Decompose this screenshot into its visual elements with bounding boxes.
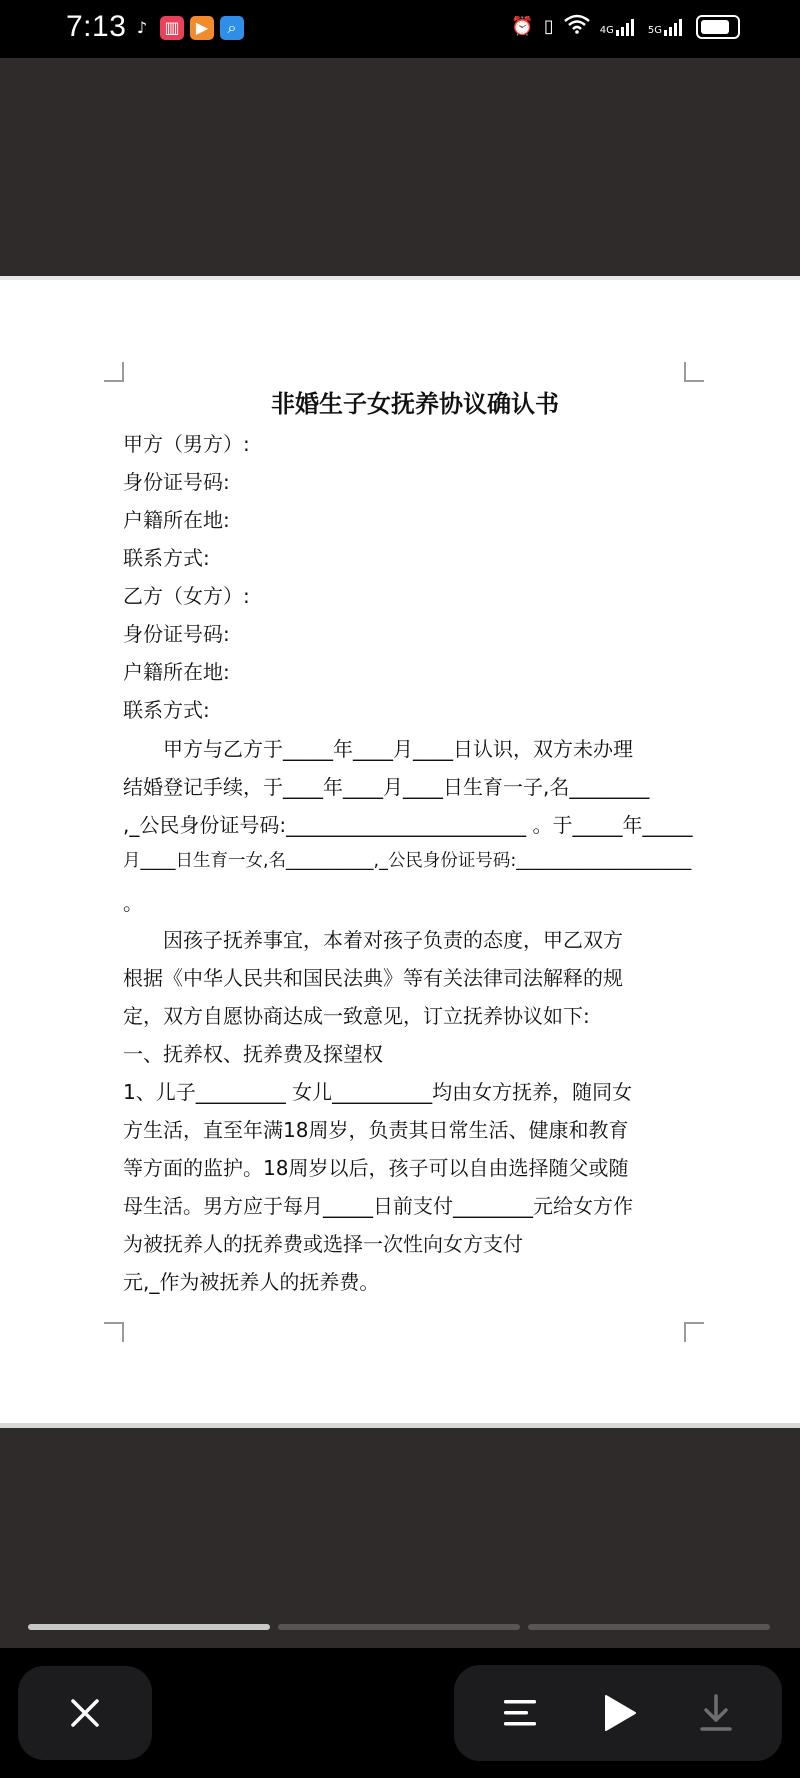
menu-button[interactable] — [480, 1665, 560, 1761]
system-icons — [511, 14, 740, 39]
notification-app-icons — [130, 16, 244, 40]
doc-line: 定，双方自愿协商达成一致意见，订立抚养协议如下: — [123, 1004, 590, 1028]
doc-line: 月____日生育一女,名__________,_公民身份证号码:____________________ — [123, 851, 692, 871]
doc-line: 结婚登记手续，于____年____月____日生育一子,名________ — [123, 775, 650, 799]
document-title: 非婚生子女抚养协议确认书 — [271, 390, 559, 418]
margin-corner-top-right — [684, 362, 704, 382]
menu-icon — [502, 1696, 538, 1730]
vibrate-icon: ▯ — [543, 16, 554, 37]
download-button[interactable] — [676, 1665, 756, 1761]
doc-line: 甲方与乙方于_____年____月____日认识，双方未办理 — [123, 737, 633, 761]
doc-line: 因孩子抚养事宜，本着对孩子负责的态度，甲乙双方 — [123, 928, 623, 952]
clock-time: 7:13 — [66, 10, 127, 43]
wifi-icon — [564, 14, 590, 39]
doc-line: 母生活。男方应于每月_____日前支付________元给女方作 — [123, 1194, 633, 1218]
close-icon — [68, 1696, 102, 1730]
signal-5g-icon — [648, 18, 686, 36]
doc-line: 等方面的监护。18周岁以后，孩子可以自由选择随父或随 — [123, 1156, 629, 1180]
doc-line: 元,_作为被抚养人的抚养费。 — [123, 1270, 380, 1294]
document-bottom-edge — [0, 1423, 800, 1428]
doc-line: 1、儿子_________ 女儿__________均由女方抚养，随同女 — [123, 1080, 633, 1104]
network-label-5g: 5G — [647, 24, 662, 36]
battery-icon — [696, 15, 740, 39]
doc-line: ,_公民身份证号码:________________________ 。于_____年_____ — [123, 813, 693, 837]
doc-line: 联系方式: — [123, 546, 210, 570]
doc-line: 根据《中华人民共和国民法典》等有关法律司法解释的规 — [123, 966, 623, 990]
tiktok-icon: ♪ — [136, 18, 148, 37]
margin-corner-top-left — [104, 362, 124, 382]
doc-line: 联系方式: — [123, 698, 210, 722]
doc-line: 户籍所在地: — [123, 508, 230, 532]
page-progress-1[interactable] — [28, 1624, 270, 1630]
action-pill — [454, 1665, 782, 1761]
doc-line: 一、抚养权、抚养费及探望权 — [123, 1042, 383, 1066]
search-app-icon: ⌕ — [220, 16, 244, 40]
doc-line: 方生活，直至年满18周岁，负责其日常生活、健康和教育 — [123, 1118, 629, 1142]
doc-line: 。 — [123, 891, 143, 915]
download-icon — [698, 1693, 734, 1733]
doc-line: 身份证号码: — [123, 622, 230, 646]
doc-line: 户籍所在地: — [123, 660, 230, 684]
video-icon: ▶ — [190, 16, 214, 40]
margin-corner-bottom-right — [684, 1322, 704, 1342]
books-icon: ▥ — [160, 16, 184, 40]
play-icon — [602, 1693, 638, 1733]
status-bar — [0, 0, 800, 58]
doc-line: 为被抚养人的抚养费或选择一次性向女方支付 — [123, 1232, 523, 1256]
doc-line: 身份证号码: — [123, 470, 230, 494]
network-label-4g: 4G — [599, 24, 614, 36]
play-button[interactable] — [580, 1665, 660, 1761]
doc-line: 乙方（女方）: — [123, 584, 250, 608]
alarm-icon: ⏰ — [511, 16, 534, 37]
close-button[interactable] — [18, 1666, 152, 1760]
margin-corner-bottom-left — [104, 1322, 124, 1342]
page-progress-2[interactable] — [278, 1624, 520, 1630]
signal-4g-icon — [600, 18, 638, 36]
page-progress-3[interactable] — [528, 1624, 770, 1630]
doc-line: 甲方（男方）: — [123, 432, 250, 456]
